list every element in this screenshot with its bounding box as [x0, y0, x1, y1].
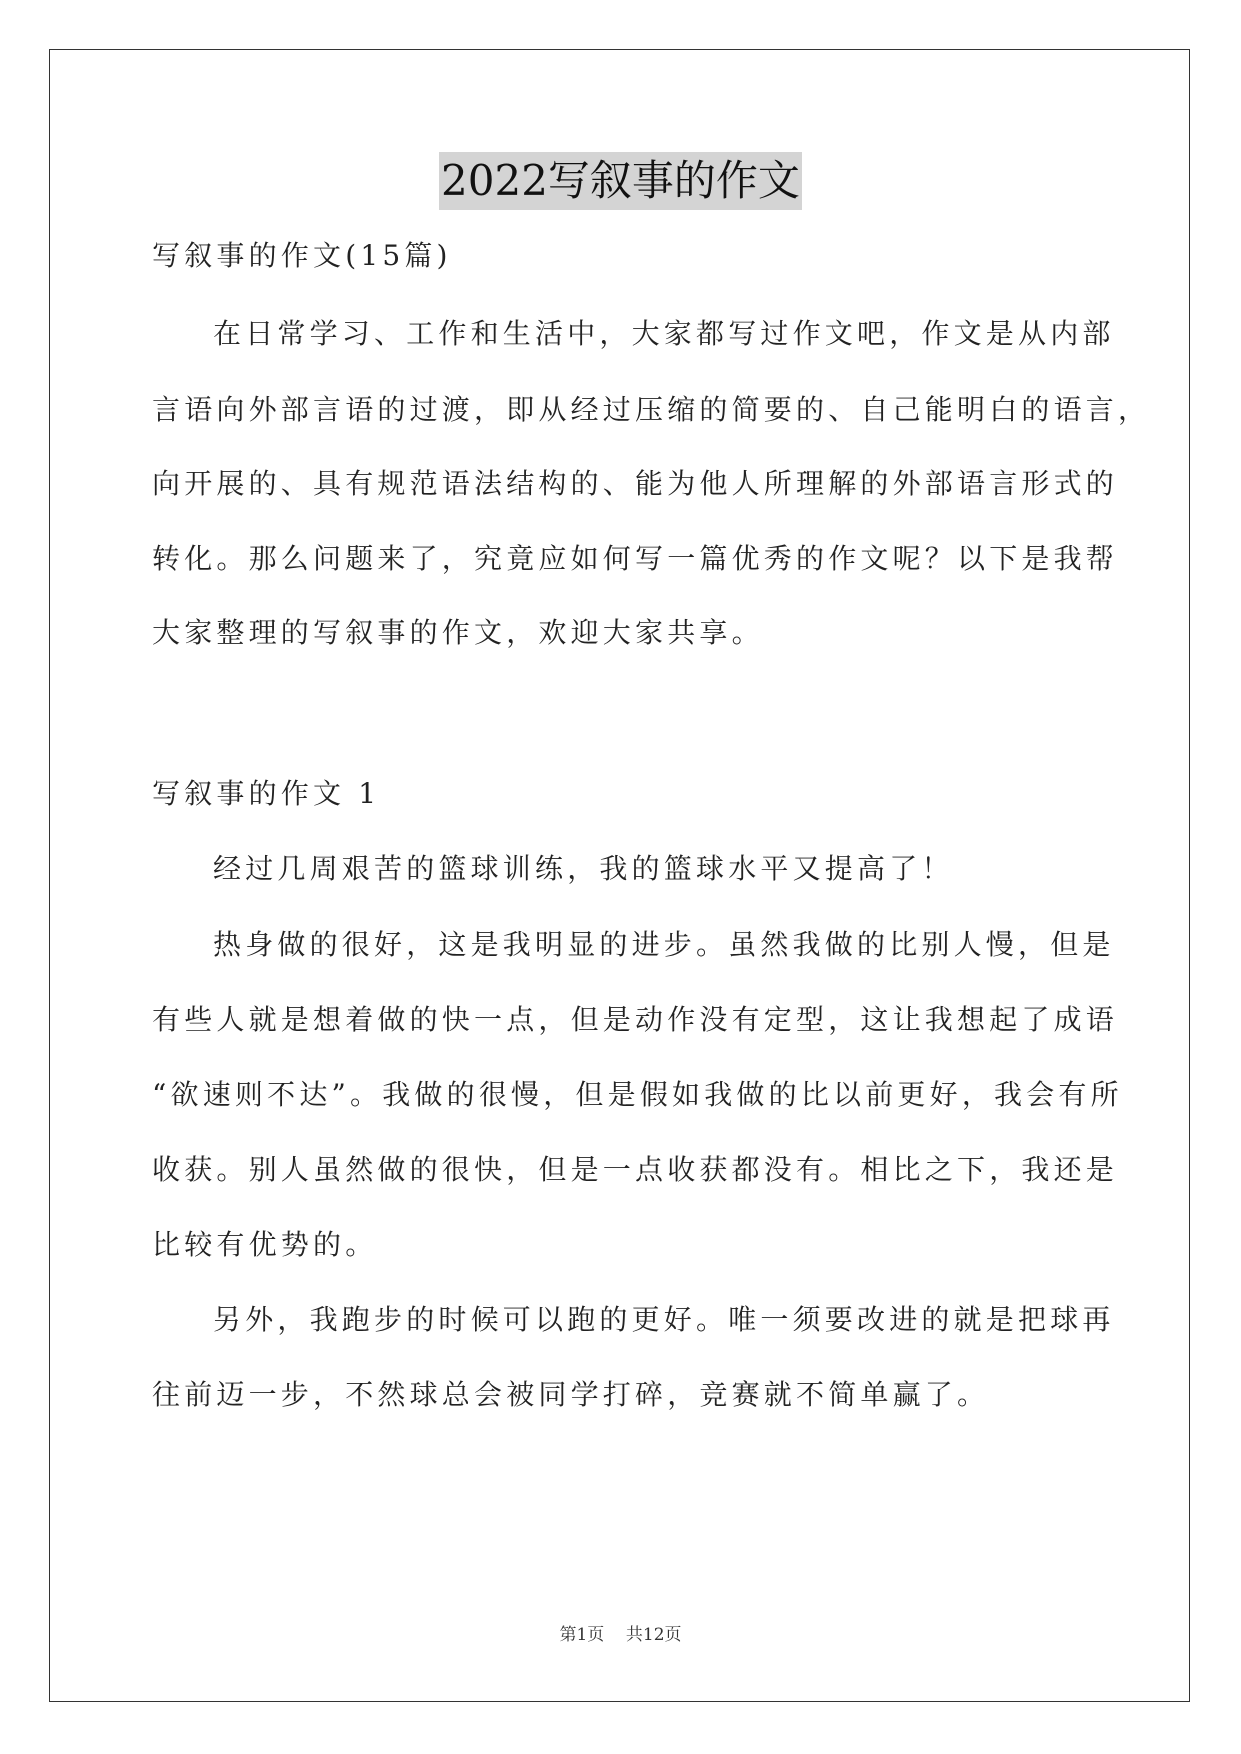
document-subtitle: 写叙事的作文(15篇): [152, 239, 452, 272]
section-paragraph-line: 比较有优势的。: [152, 1228, 378, 1261]
section-paragraph-line: 往前迈一步，不然球总会被同学打碎，竞赛就不简单赢了。: [152, 1378, 990, 1411]
section-paragraph-line: “欲速则不达”。我做的很慢，但是假如我做的比以前更好，我会有所: [152, 1078, 1123, 1111]
section-paragraph-line: 另外，我跑步的时候可以跑的更好。唯一须要改进的就是把球再: [213, 1303, 1115, 1336]
document-title: 2022写叙事的作文: [439, 152, 802, 210]
intro-paragraph-line: 向开展的、具有规范语法结构的、能为他人所理解的外部语言形式的: [152, 467, 1119, 500]
title-container: [0, 152, 1241, 210]
intro-paragraph-line: 言语向外部言语的过渡，即从经过压缩的简要的、自己能明白的语言，: [152, 393, 1151, 426]
intro-paragraph-line: 转化。那么问题来了，究竟应如何写一篇优秀的作文呢？以下是我帮: [152, 542, 1119, 575]
section-paragraph-line: 热身做的很好，这是我明显的进步。虽然我做的比别人慢，但是: [213, 928, 1115, 961]
intro-paragraph-line: 大家整理的写叙事的作文，欢迎大家共享。: [152, 616, 764, 649]
section-paragraph-line: 收获。别人虽然做的很快，但是一点收获都没有。相比之下，我还是: [152, 1153, 1119, 1186]
section-paragraph-line: 经过几周艰苦的篮球训练，我的篮球水平又提高了！: [213, 852, 954, 885]
intro-paragraph-line: 在日常学习、工作和生活中，大家都写过作文吧，作文是从内部: [213, 317, 1115, 350]
page-number-footer: 第1页 共12页: [559, 1625, 682, 1645]
section-heading: 写叙事的作文 1: [152, 777, 381, 810]
section-paragraph-line: 有些人就是想着做的快一点，但是动作没有定型，这让我想起了成语: [152, 1003, 1119, 1036]
